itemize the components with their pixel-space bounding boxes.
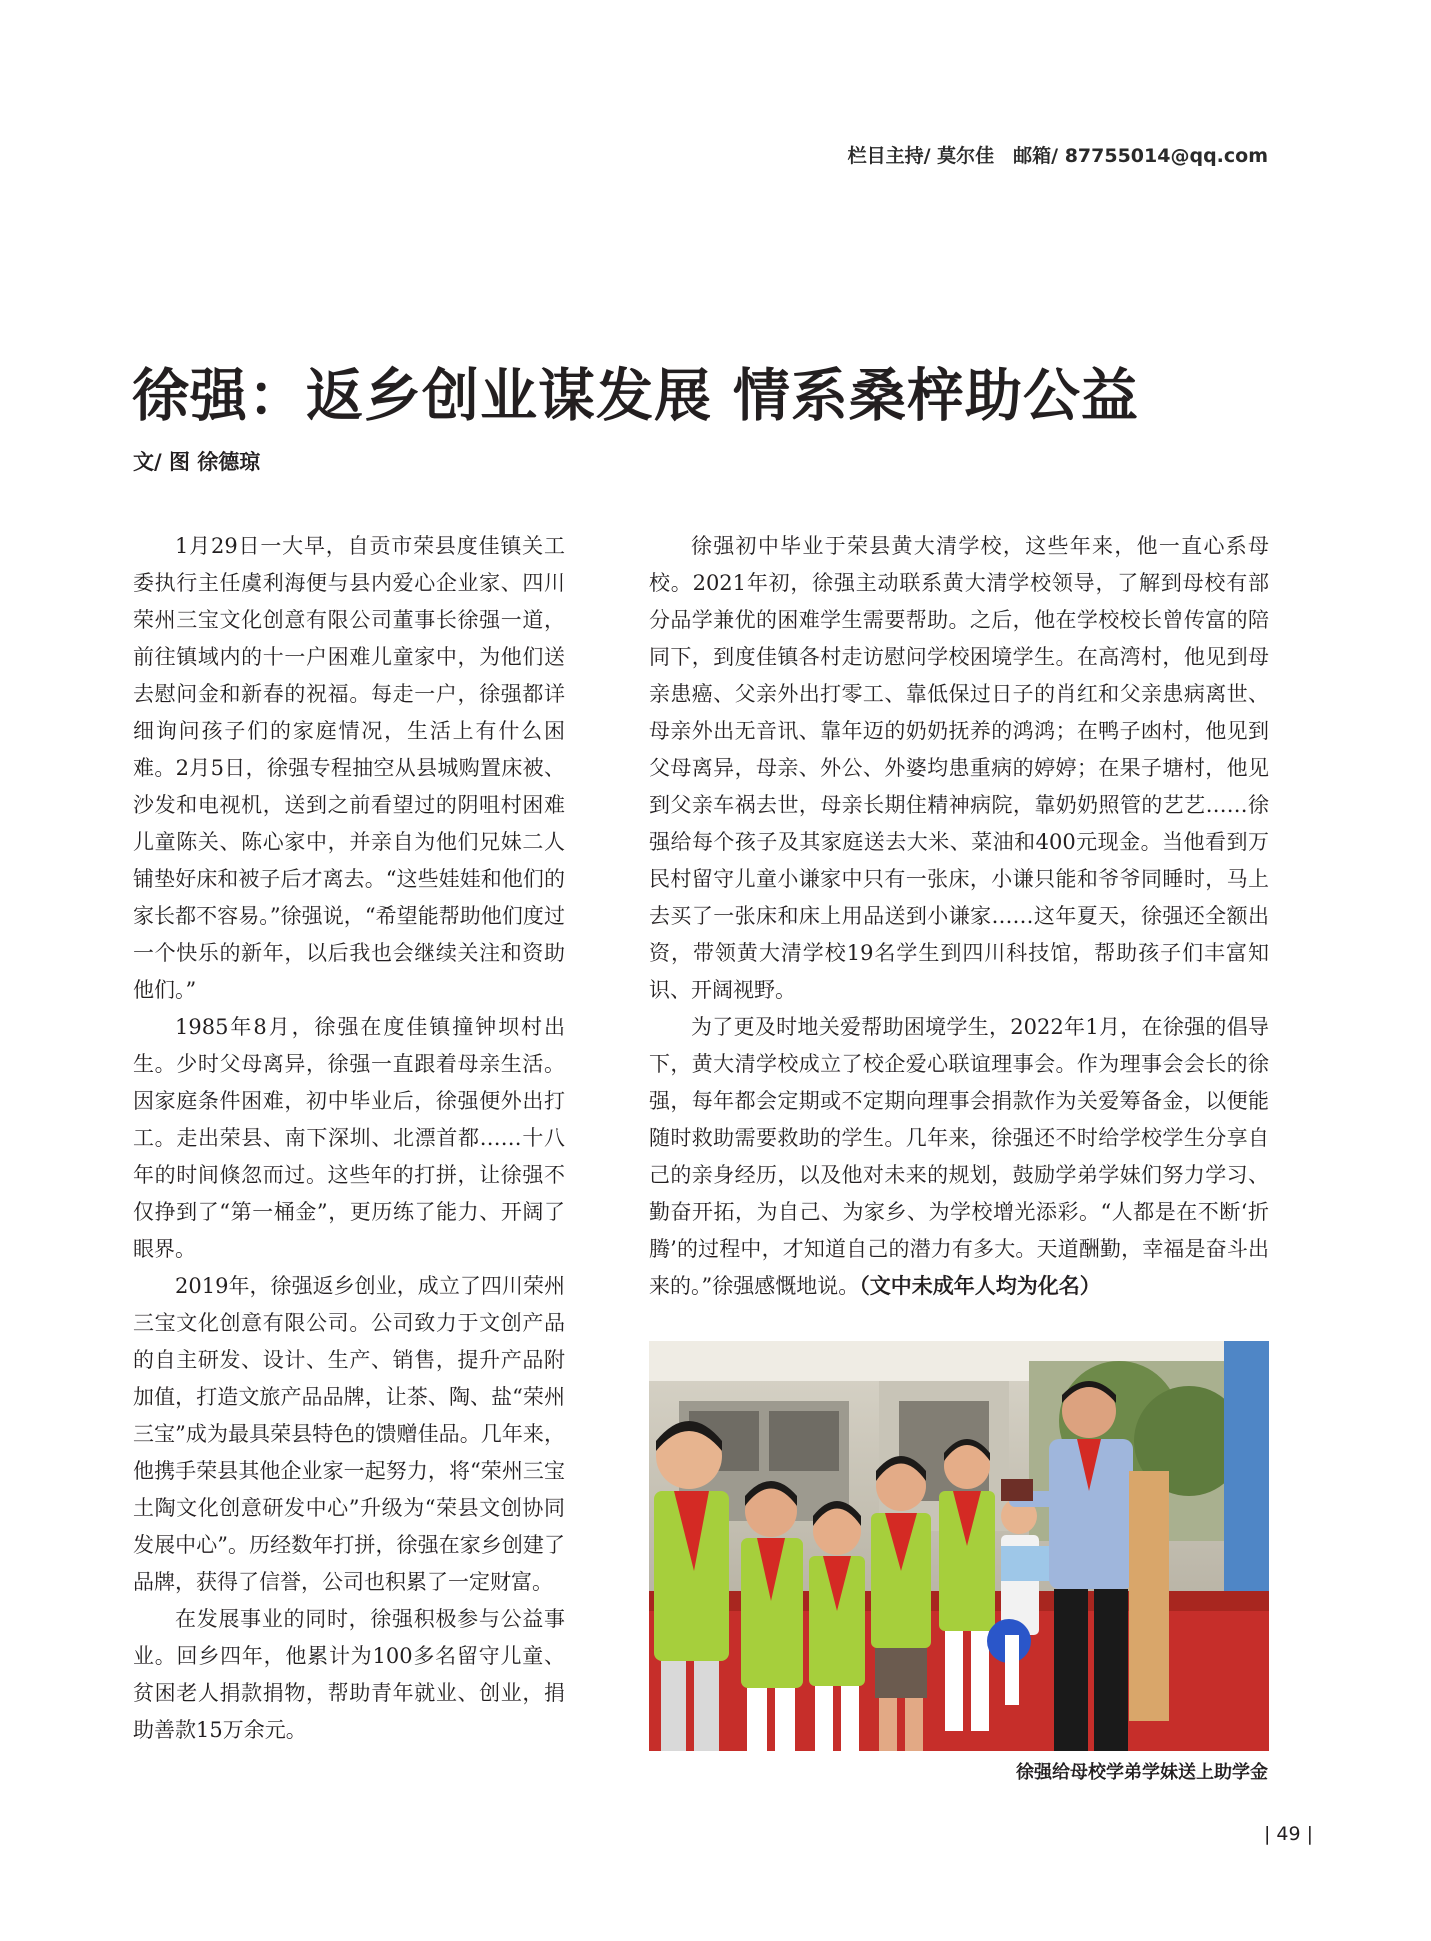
article-title: 徐强：返乡创业谋发展 情系桑梓助公益 [132,363,1139,429]
column-editor-header: 栏目主持/ 莫尔佳 邮箱/ 87755014@qq.com [847,145,1268,167]
paragraph: 在发展事业的同时，徐强积极参与公益事业。回乡四年，他累计为100多名留守儿童、贫困老人捐款捐物，帮助青年就业、创业，捐助善款15万余元。 [133,1607,565,1742]
right-column [649,528,1269,1305]
paragraph: 1985年8月，徐强在度佳镇撞钟坝村出生。少时父母离异，徐强一直跟着母亲生活。因家庭条件困难，初中毕业后，徐强便外出打工。走出荣县、南下深圳、北漂首都……十八年的时间倏忽而过。这些年的打拼，让徐强不仅挣到了“第一桶金”，更历练了能力、开阔了眼界。 [133,1015,565,1261]
paragraph: 1月29日一大早，自贡市荣县度佳镇关工委执行主任虞利海便与县内爱心企业家、四川荣州三宝文化创意有限公司董事长徐强一道，前往镇域内的十一户困难儿童家中，为他们送去慰问金和新春的祝福。每走一户，徐强都详细询问孩子们的家庭情况，生活上有什么困难。2月5日，徐强专程抽空从县城购置床被、沙发和电视机，送到之前看望过的阴咀村困难儿童陈关、陈心家中，并亲自为他们兄妹二人铺垫好床和被子后才离去。“这些娃娃和他们的家长都不容易。”徐强说，“希望能帮助他们度过一个快乐的新年，以后我也会继续关注和资助他们。” [133,534,565,1002]
article-photo [649,1341,1269,1751]
page-number: | 49 | [1263,1823,1313,1845]
photo-caption: 徐强给母校学弟学妹送上助学金 [1016,1762,1268,1783]
paragraph-with-note [649,1009,1269,1305]
left-column [133,528,565,1749]
article-byline: 文/ 图 徐德琼 [133,450,261,474]
paragraph: 徐强初中毕业于荣县黄大清学校，这些年来，他一直心系母校。2021年初，徐强主动联系黄大清学校领导，了解到母校有部分品学兼优的困难学生需要帮助。之后，他在学校校长曾传富的陪同下，到度佳镇各村走访慰问学校困境学生。在高湾村，他见到母亲患癌、父亲外出打零工、靠低保过日子的肖红和父亲患病离世、母亲外出无音讯、靠年迈的奶奶抚养的鸿鸿；在鸭子凼村，他见到父母离异，母亲、外公、外婆均患重病的婷婷；在果子塘村，他见到父亲车祸去世，母亲长期住精神病院，靠奶奶照管的艺艺……徐强给每个孩子及其家庭送去大米、菜油和400元现金。当他看到万民村留守儿童小谦家中只有一张床，小谦只能和爷爷同睡时，马上去买了一张床和床上用品送到小谦家……这年夏天，徐强还全额出资，带领黄大清学校19名学生到四川科技馆，帮助孩子们丰富知识、开阔视野。 [649,534,1269,1002]
photo-illustration [649,1341,1269,1751]
paragraph: 2019年，徐强返乡创业，成立了四川荣州三宝文化创意有限公司。公司致力于文创产品的自主研发、设计、生产、销售，提升产品附加值，打造文旅产品品牌，让茶、陶、盐“荣州三宝”成为最具荣县特色的馈赠佳品。几年来，他携手荣县其他企业家一起努力，将“荣州三宝土陶文化创意研发中心”升级为“荣县文创协同发展中心”。历经数年打拼，徐强在家乡创建了品牌，获得了信誉，公司也积累了一定财富。 [133,1274,565,1594]
paragraph-text: 为了更及时地关爱帮助困境学生，2022年1月，在徐强的倡导下，黄大清学校成立了校企爱心联谊理事会。作为理事会会长的徐强，每年都会定期或不定期向理事会捐款作为关爱筹备金，以便能随时救助需要救助的学生。几年来，徐强还不时给学校学生分享自己的亲身经历，以及他对未来的规划，鼓励学弟学妹们努力学习、勤奋开拓，为自己、为家乡、为学校增光添彩。“人都是在不断‘折腾’的过程中，才知道自己的潜力有多大。天道酬勤，幸福是奋斗出来的。”徐强感慨地说。 [649,1015,1269,1298]
pseudonym-note: （文中未成年人均为化名） [859,1274,1101,1298]
